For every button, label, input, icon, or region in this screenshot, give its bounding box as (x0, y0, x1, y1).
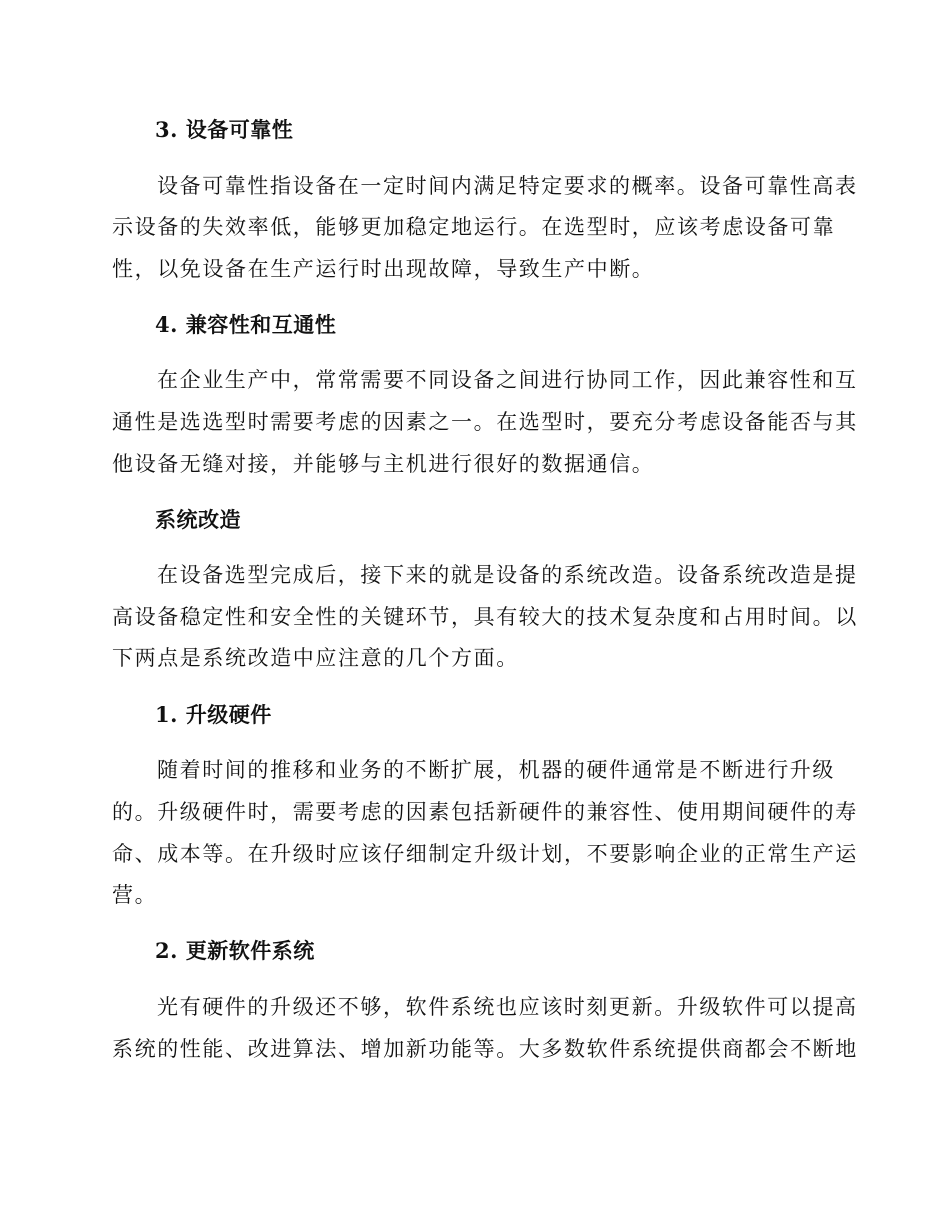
section-heading: 2. 更新软件系统 (155, 938, 315, 963)
paragraph-line: 系统的性能、改进算法、增加新功能等。大多数软件系统提供商都会不断地 (112, 1037, 858, 1061)
paragraph-line: 他设备无缝对接，并能够与主机进行很好的数据通信。 (112, 452, 655, 476)
paragraph-line: 命、成本等。在升级时应该仔细制定升级计划，不要影响企业的正常生产运 (112, 842, 858, 866)
paragraph-line: 随着时间的推移和业务的不断扩展，机器的硬件通常是不断进行升级 (157, 758, 835, 782)
paragraph-line: 性，以免设备在生产运行时出现故障，导致生产中断。 (112, 257, 655, 281)
paragraph-line: 下两点是系统改造中应注意的几个方面。 (112, 646, 519, 670)
paragraph-line: 高设备稳定性和安全性的关键环节，具有较大的技术复杂度和占用时间。以 (112, 605, 858, 629)
section-heading: 1. 升级硬件 (155, 702, 272, 727)
paragraph-line: 光有硬件的升级还不够，软件系统也应该时刻更新。升级软件可以提高 (157, 995, 858, 1019)
paragraph-line: 设备可靠性指设备在一定时间内满足特定要求的概率。设备可靠性高表 (157, 174, 858, 198)
section-heading: 3. 设备可靠性 (155, 117, 294, 142)
paragraph-line: 在企业生产中，常常需要不同设备之间进行协同工作，因此兼容性和互 (157, 368, 858, 392)
paragraph-line: 通性是选选型时需要考虑的因素之一。在选型时，要充分考虑设备能否与其 (112, 410, 858, 434)
paragraph-line: 营。 (112, 883, 158, 907)
paragraph-line: 在设备选型完成后，接下来的就是设备的系统改造。设备系统改造是提 (157, 563, 858, 587)
section-heading: 系统改造 (155, 507, 241, 532)
paragraph-line: 示设备的失效率低，能够更加稳定地运行。在选型时，应该考虑设备可靠 (112, 215, 836, 239)
section-heading: 4. 兼容性和互通性 (155, 312, 337, 337)
paragraph-line: 的。升级硬件时，需要考虑的因素包括新硬件的兼容性、使用期间硬件的寿 (112, 800, 858, 824)
